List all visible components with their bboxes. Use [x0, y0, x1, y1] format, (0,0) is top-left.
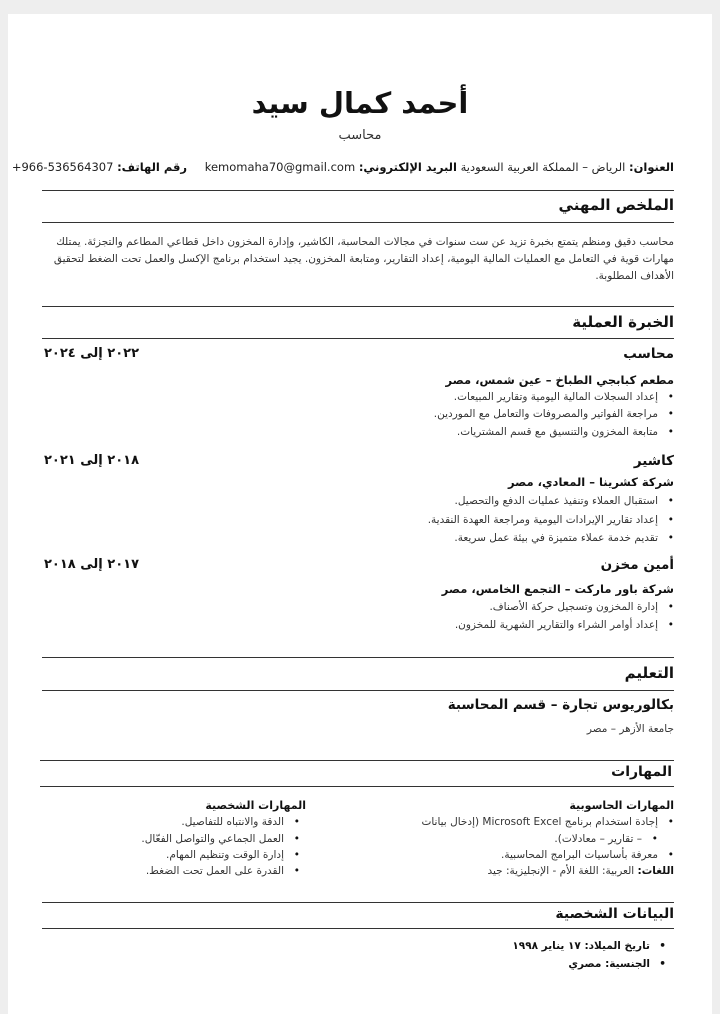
divider	[42, 222, 674, 223]
job-bullet: • إعداد السجلات المالية اليومية وتقارير المبيعات.	[454, 391, 674, 403]
job-dates: ٢٠١٧ إلى ٢٠١٨	[44, 557, 140, 572]
job-title: محاسب	[623, 346, 674, 362]
job-title: كاشير	[633, 453, 674, 469]
job-company: شركة كشرينا – المعادي، مصر	[508, 475, 674, 489]
personal-skills-heading: المهارات الشخصية	[205, 799, 306, 812]
languages-label: اللغات:	[637, 865, 674, 877]
divider	[40, 760, 674, 761]
job-bullet: • استقبال العملاء وتنفيذ عمليات الدفع والتحصيل.	[455, 495, 674, 507]
job-bullet: • إعداد تقارير الإيرادات اليومية ومراجعة العهدة النقدية.	[428, 514, 674, 526]
school: جامعة الأزهر – مصر	[586, 723, 674, 735]
job-bullet: • تقديم خدمة عملاء متميزة في بيئة عمل سريعة.	[454, 532, 674, 544]
job-title: أمين مخزن	[600, 557, 674, 573]
job-company: مطعم كبابجي الطباخ – عين شمس، مصر	[445, 373, 674, 387]
phone: +966-536564307	[11, 160, 114, 174]
languages-line	[487, 865, 674, 877]
personal-item: • الجنسية: مصري	[568, 958, 666, 970]
job-bullet: • مراجعة الفواتير والمصروفات والتعامل مع الموردين.	[434, 408, 674, 420]
divider	[42, 190, 674, 191]
address: الرياض – المملكة العربية السعودية	[460, 160, 626, 174]
skill-item: • القدرة على العمل تحت الضغط.	[146, 865, 300, 877]
skill-item: • معرفة بأساسيات البرامج المحاسبية.	[501, 849, 674, 861]
job-dates: ٢٠٢٢ إلى ٢٠٢٤	[44, 346, 140, 361]
skill-item: • إجادة استخدام برنامج Microsoft Excel (إدخال بيانات	[421, 816, 674, 828]
degree: بكالوريوس تجارة – قسم المحاسبة	[447, 697, 674, 713]
skill-item: • إدارة الوقت وتنظيم المهام.	[166, 849, 300, 861]
summary-text: محاسب دقيق ومنظم يتمتع بخبرة تزيد عن ست سنوات في مجالات المحاسبة، الكاشير، وإدارة المخزون داخل قطاعي المطاعم والتجزئة. يمتلك مهارات قوية في التعامل مع العمليات المالية اليومية، إعداد التقارير، ومتابعة المخزون. يجيد استخدام برنامج الإكسل والعمل تحت الضغط لتحقيق الأهداف المطلوبة.	[53, 236, 674, 282]
divider	[42, 657, 674, 658]
resume-page	[8, 14, 712, 1014]
divider	[42, 306, 674, 307]
phone-label: رقم الهاتف:	[117, 160, 188, 174]
divider	[42, 928, 674, 929]
divider	[42, 338, 674, 339]
job-dates: ٢٠١٨ إلى ٢٠٢١	[44, 453, 140, 468]
contact-line	[12, 160, 674, 174]
email[interactable]: kemomaha70@gmail.com	[204, 160, 356, 174]
job-company: شركة باور ماركت – التجمع الخامس، مصر	[441, 582, 674, 596]
education-heading: التعليم	[624, 664, 674, 682]
job-bullet: • متابعة المخزون والتنسيق مع قسم المشتريات.	[457, 426, 674, 438]
divider	[42, 902, 674, 903]
candidate-title: محاسب	[338, 128, 382, 143]
skill-item: • العمل الجماعي والتواصل الفعّال.	[141, 833, 300, 845]
computer-skills-heading: المهارات الحاسوبية	[569, 799, 674, 812]
experience-heading: الخبرة العملية	[572, 313, 674, 331]
address-label: العنوان:	[628, 160, 674, 174]
skill-item-continued: • – تقارير – معادلات).	[554, 833, 658, 845]
job-bullet: • إدارة المخزون وتسجيل حركة الأصناف.	[489, 601, 674, 613]
languages: العربية: اللغة الأم - الإنجليزية: جيد	[487, 865, 635, 877]
divider	[40, 786, 674, 787]
job-bullet: • إعداد أوامر الشراء والتقارير الشهرية للمخزون.	[455, 619, 674, 631]
skill-item: • الدقة والانتباه للتفاصيل.	[181, 816, 300, 828]
divider	[42, 690, 674, 691]
personal-item: • تاريخ الميلاد: ١٧ يناير ١٩٩٨	[512, 940, 666, 952]
summary-heading: الملخص المهني	[558, 196, 674, 214]
personal-heading: البيانات الشخصية	[555, 906, 674, 922]
candidate-name: أحمد كمال سيد	[251, 86, 469, 120]
email-label: البريد الإلكتروني:	[358, 160, 457, 174]
skills-heading: المهارات	[611, 764, 672, 780]
